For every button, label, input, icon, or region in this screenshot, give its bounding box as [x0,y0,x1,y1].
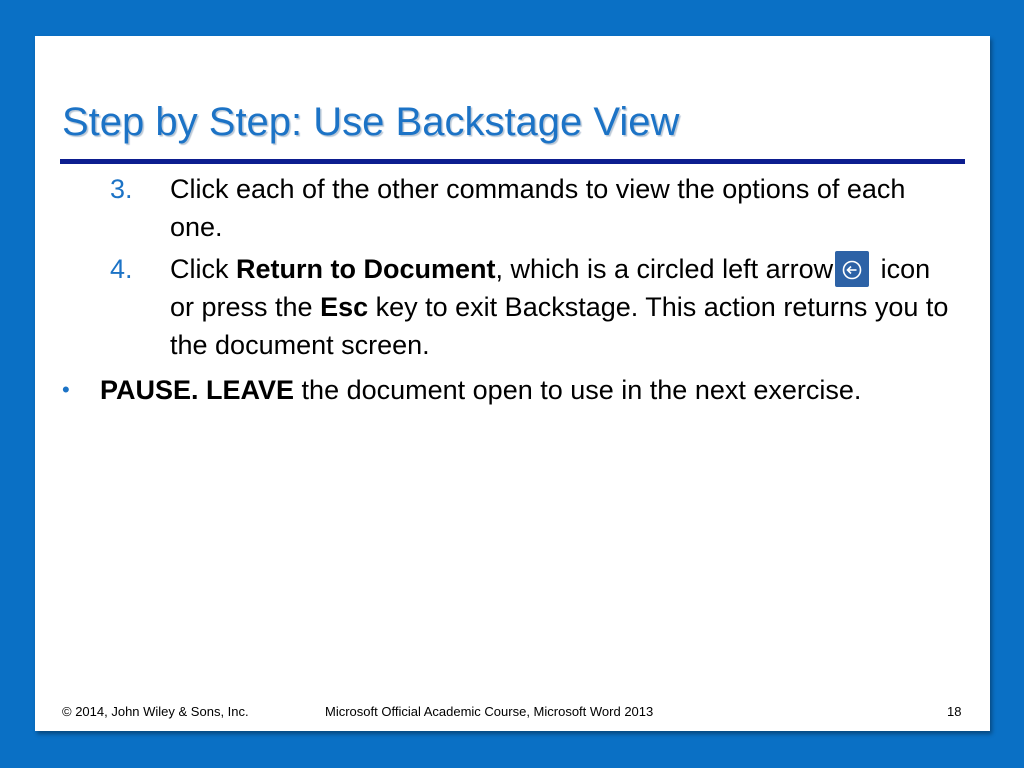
item-number: 4. [110,254,133,284]
item-text-part: Click [170,254,236,284]
item-text-part: icon or press the [170,254,931,322]
bullet-text: the document open to use in the next exercise. [294,375,862,405]
numbered-item-3 [110,170,955,246]
item-text: Click each of the other commands to view the options of each one. [170,174,906,242]
item-text-part: , which is a circled left arrow [495,254,834,284]
return-to-document-label: Return to Document [236,254,496,284]
item-text-part: key to exit Backstage. This action returns you to the document screen. [170,292,949,360]
bullet-item-pause [62,371,940,409]
footer-course-title: Microsoft Official Academic Course, Microsoft Word 2013 [325,704,654,719]
footer-copyright: © 2014, John Wiley & Sons, Inc. [62,704,249,719]
slide-number: 18 [947,704,962,719]
item-number: 3. [110,174,133,204]
pause-leave-label: PAUSE. LEAVE [100,375,295,405]
slide [35,36,990,731]
slide-title: Step by Step: Use Backstage View [62,100,680,144]
bullet-symbol: • [62,377,70,402]
esc-key-label: Esc [320,292,369,322]
numbered-item-4 [110,250,955,364]
title-underline [60,159,965,164]
circled-left-arrow-icon [835,251,869,287]
